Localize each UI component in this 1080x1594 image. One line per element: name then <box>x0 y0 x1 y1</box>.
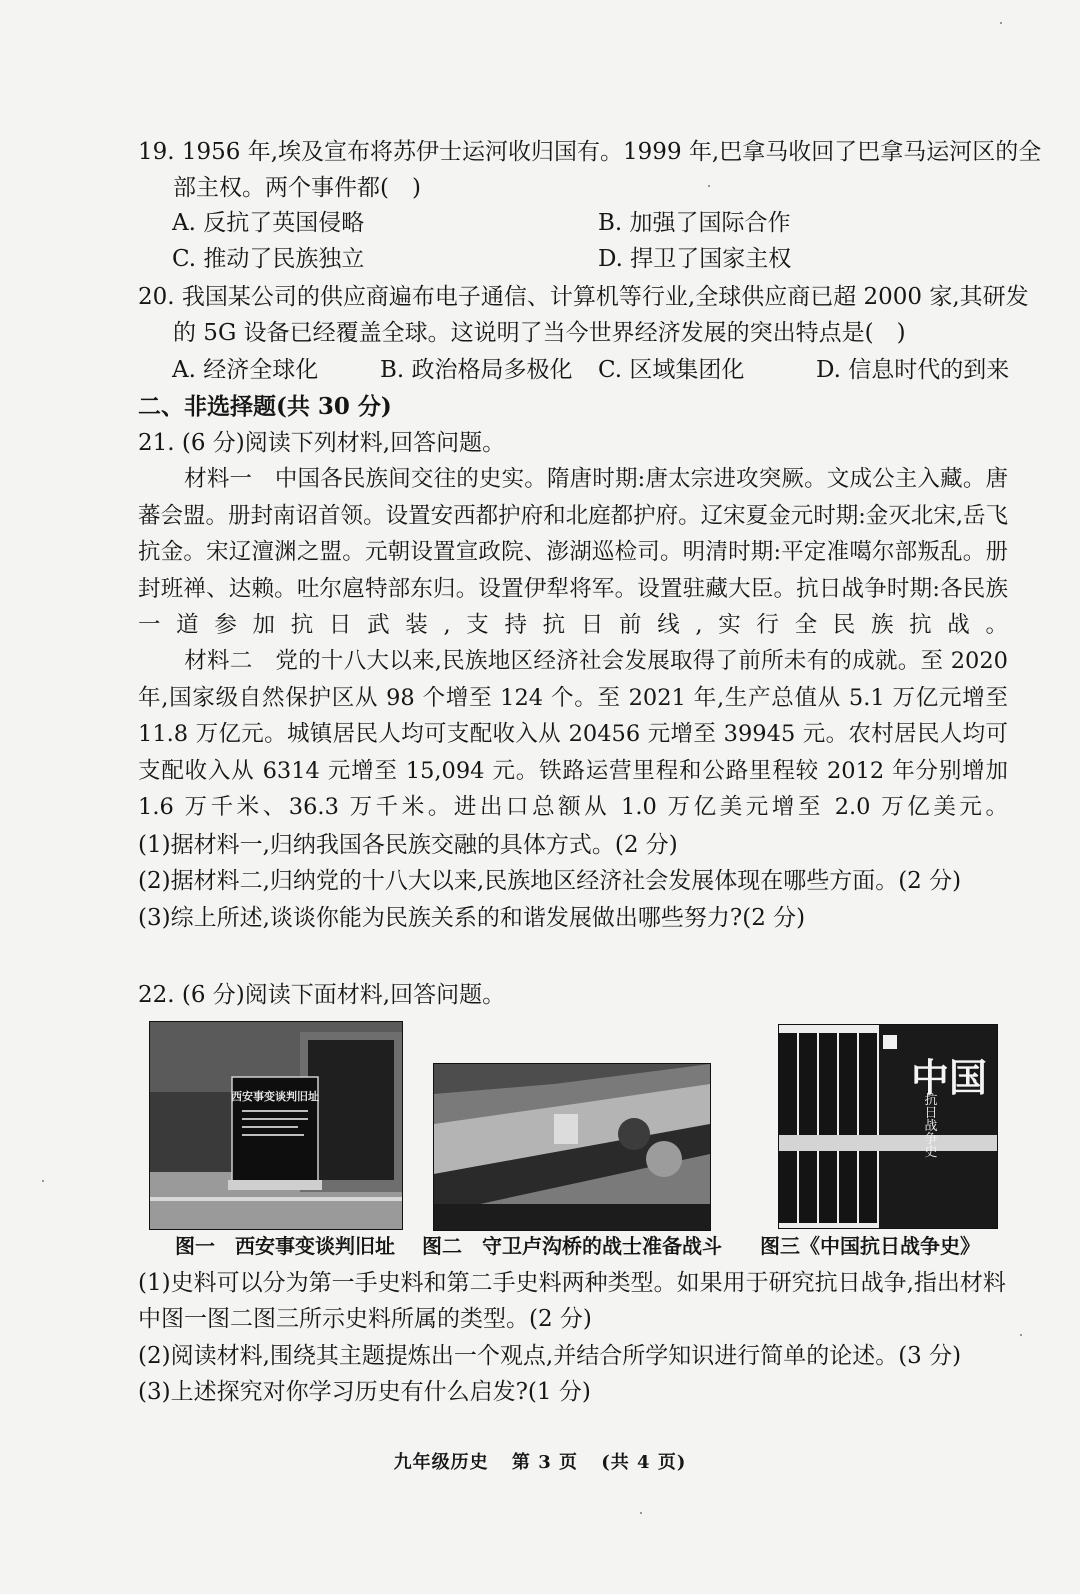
footer-total-pages: (共 4 页) <box>601 1452 687 1473</box>
q20-stem-line2: 的 5G 设备已经覆盖全球。这说明了当今世界经济发展的突出特点是( ) <box>173 320 906 346</box>
q19-stem-line1: 19. 1956 年,埃及宣布将苏伊士运河收归国有。1999 年,巴拿马收回了巴拿马运河区的全 <box>138 139 1042 165</box>
q20-stem-line1: 20. 我国某公司的供应商遍布电子通信、计算机等行业,全球供应商已超 2000 家,其研发 <box>138 284 1029 310</box>
figure-3-caption: 图三《中国抗日战争史》 <box>760 1234 980 1258</box>
q21-intro: 21. (6 分)阅读下列材料,回答问题。 <box>138 430 506 456</box>
q22-sub-3: (3)上述探究对你学习历史有什么启发?(1 分) <box>138 1379 591 1405</box>
figure-anti-japanese-war-history-books <box>778 1024 998 1229</box>
q19-option-d: D. 捍卫了国家主权 <box>598 246 792 272</box>
q21-sub-1: (1)据材料一,归纳我国各民族交融的具体方式。(2 分) <box>138 832 678 858</box>
q22-intro: 22. (6 分)阅读下面材料,回答问题。 <box>138 982 506 1008</box>
q20-option-d: D. 信息时代的到来 <box>816 357 1010 383</box>
q19-option-b: B. 加强了国际合作 <box>598 210 791 236</box>
figure-marco-polo-bridge-soldiers <box>433 1063 711 1231</box>
q21-material-1 <box>138 461 1008 644</box>
scan-speck <box>42 1180 44 1182</box>
q22-sub-1-line2: 中图一图二图三所示史料所属的类型。(2 分) <box>138 1306 592 1332</box>
q21-material-1-text: 材料一 中国各民族间交往的史实。隋唐时期:唐太宗进攻突厥。文成公主入藏。唐蕃会盟。册封南诏首领。设置安西都护府和北庭都护府。辽宋夏金元时期:金灭北宋,岳飞抗金。宋辽澶渊之盟。元朝设置宣政院、澎湖巡检司。明清时期:平定准噶尔部叛乱。册封班禅、达赖。吐尔扈特部东归。设置伊犁将军。设置驻藏大臣。抗日战争时期:各民族一道参加抗日武装,支持抗日前线,实行全民族抗战。 <box>138 466 1008 638</box>
q22-sub-2: (2)阅读材料,围绕其主题提炼出一个观点,并结合所学知识进行简单的论述。(3 分) <box>138 1343 962 1369</box>
footer-page-number: 第 3 页 <box>511 1452 578 1473</box>
q19-option-c: C. 推动了民族独立 <box>172 246 365 272</box>
figure-2-image <box>434 1064 710 1230</box>
figure-3-spine-subtitle: 抗日战争史 <box>921 1092 937 1158</box>
q21-material-2-text: 材料二 党的十八大以来,民族地区经济社会发展取得了前所未有的成就。至 2020 年,国家级自然保护区从 98 个增至 124 个。至 2021 年,生产总值从 5.1 万亿元增至 11.8 万亿元。城镇居民人均可支配收入从 20456 元增至 39945 元。农村居民人均可支配收入从 6314 元增至 15,094 元。铁路运营里程和公路里程较 2012 年分别增加 1.6 万千米、36.3 万千米。进出口总额从 1.0 万亿美元增至 2.0 万亿美元。 <box>138 648 1008 820</box>
figure-xian-incident-site <box>149 1021 403 1230</box>
q21-sub-2: (2)据材料二,归纳党的十八大以来,民族地区经济社会发展体现在哪些方面。(2 分) <box>138 868 962 894</box>
scan-speck <box>640 1512 642 1514</box>
page-footer <box>0 1448 1080 1474</box>
q19-option-a: A. 反抗了英国侵略 <box>172 210 365 236</box>
section-heading: 二、非选择题(共 30 分) <box>138 393 392 420</box>
figure-1-plaque-text: 西安事变谈判旧址 <box>231 1090 319 1103</box>
q20-option-c: C. 区域集团化 <box>598 357 745 383</box>
figure-1-image <box>150 1022 402 1229</box>
q21-material-2 <box>138 643 1008 826</box>
footer-subject: 九年级历史 <box>393 1452 489 1473</box>
figure-2-caption: 图二 守卫卢沟桥的战士准备战斗 <box>422 1234 722 1258</box>
q22-sub-1-line1: (1)史料可以分为第一手史料和第二手史料两种类型。如果用于研究抗日战争,指出材料 <box>138 1270 1006 1296</box>
scan-speck <box>708 185 710 187</box>
q20-option-b: B. 政治格局多极化 <box>380 357 573 383</box>
figure-1-caption: 图一 西安事变谈判旧址 <box>175 1234 395 1258</box>
figure-3-spine-title: 中国 <box>910 1055 988 1100</box>
scan-speck <box>1000 22 1002 24</box>
figure-3-image <box>779 1025 997 1228</box>
q20-option-a: A. 经济全球化 <box>172 357 319 383</box>
q19-stem-line2: 部主权。两个事件都( ) <box>173 175 421 201</box>
q21-sub-3: (3)综上所述,谈谈你能为民族关系的和谐发展做出哪些努力?(2 分) <box>138 905 806 931</box>
scan-speck <box>1020 1334 1022 1336</box>
